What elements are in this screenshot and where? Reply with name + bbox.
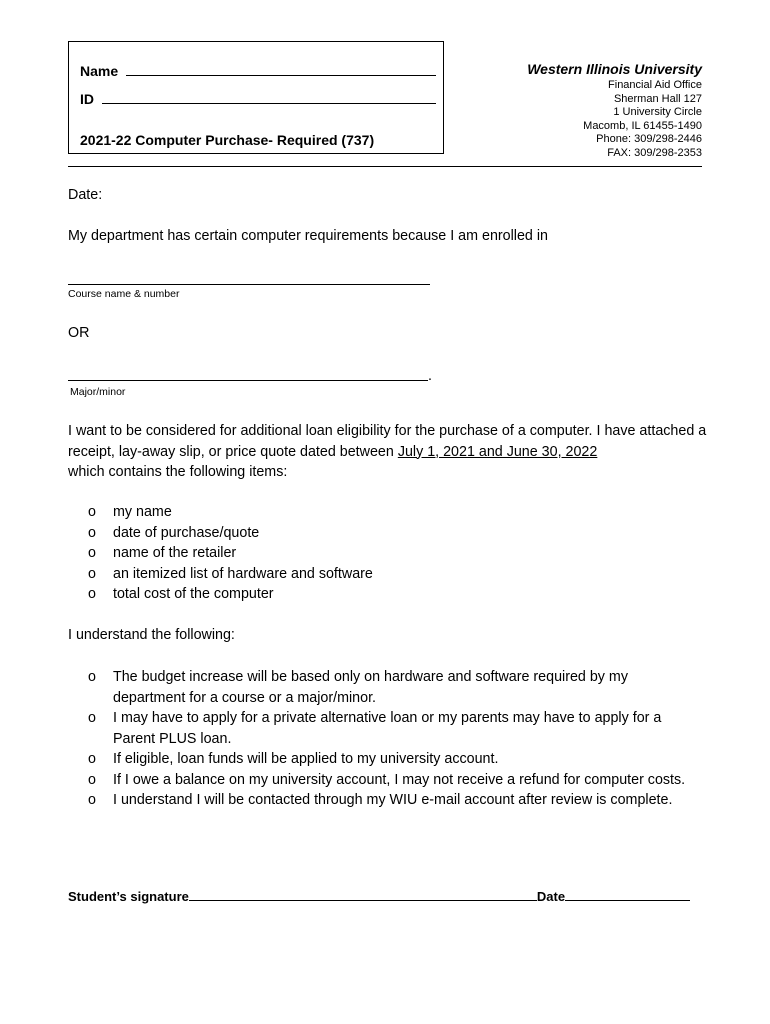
id-field[interactable]: [80, 91, 436, 107]
address-line: 1 University Circle: [613, 106, 702, 118]
list-item: o I understand I will be contacted through my WIU e-mail account after review is complete.: [88, 790, 693, 811]
form-title: 2021-22 Computer Purchase- Required (737): [80, 132, 375, 148]
bullet-icon: o: [88, 545, 96, 561]
header-divider: [68, 166, 702, 167]
bullet-icon: o: [88, 771, 96, 788]
date-range: July 1, 2021 and June 30, 2022: [397, 443, 598, 460]
list-item: o I may have to apply for a private alternative loan or my parents may have to apply for a Parent PLUS loan.: [88, 708, 693, 749]
list-item: o my name: [88, 502, 373, 523]
signature-blank[interactable]: [189, 888, 537, 901]
conditions-list: [88, 667, 693, 811]
address-line: Macomb, IL 61455-1490: [583, 119, 702, 132]
list-item: o name of the retailer: [88, 543, 373, 564]
name-label: Name: [80, 63, 119, 79]
eligibility-paragraph: [68, 421, 708, 483]
signature-row: [68, 888, 690, 904]
bullet-icon: o: [88, 751, 96, 767]
address-line: Phone: 309/298-2446: [596, 133, 702, 145]
date-label: Date:: [68, 187, 103, 203]
signature-label: Student’s signature: [68, 889, 189, 904]
list-item: o If I owe a balance on my university account, I may not receive a refund for computer costs.: [88, 770, 693, 791]
list-item: o total cost of the computer: [88, 584, 373, 605]
bullet-icon: o: [88, 586, 96, 602]
bullet-icon: o: [88, 669, 96, 685]
name-field[interactable]: [80, 63, 436, 79]
name-blank[interactable]: [126, 63, 436, 76]
address-line: FAX: 309/298-2353: [607, 146, 702, 159]
paragraph-text-end: which contains the following items:: [68, 464, 288, 480]
required-items-list: [88, 502, 373, 605]
signature-date-label: Date: [536, 889, 566, 904]
address-line: Sherman Hall 127: [613, 92, 702, 105]
understand-label: I understand the following:: [68, 627, 235, 643]
signature-date-blank[interactable]: [565, 888, 690, 901]
major-blank[interactable]: [68, 380, 428, 381]
bullet-icon: o: [88, 524, 96, 541]
course-blank[interactable]: [68, 284, 430, 285]
bullet-icon: o: [88, 504, 96, 520]
list-item: o If eligible, loan funds will be applied to my university account.: [88, 749, 693, 770]
bullet-icon: o: [88, 792, 96, 808]
or-text: OR: [68, 325, 90, 341]
course-caption: Course name & number: [68, 288, 180, 300]
bullet-icon: o: [88, 565, 96, 582]
address-line: Financial Aid Office: [608, 79, 702, 91]
list-item: o date of purchase/quote: [88, 523, 373, 544]
bullet-icon: o: [88, 710, 96, 726]
paragraph-text: I want to be considered for additional loan eligibility for the purchase of a computer. I have attached a receipt, lay-away slip, or price quote dated between: [68, 423, 707, 460]
intro-text: My department has certain computer requirements because I am enrolled in: [68, 228, 548, 244]
list-item: o The budget increase will be based only on hardware and software required by my department for a course or a major/minor.: [88, 667, 693, 708]
list-item: o an itemized list of hardware and software: [88, 564, 373, 585]
university-name: Western Illinois University: [527, 61, 702, 77]
id-blank[interactable]: [102, 91, 436, 104]
id-label: ID: [80, 91, 94, 107]
major-period: .: [428, 368, 432, 384]
major-caption: Major/minor: [70, 386, 126, 398]
